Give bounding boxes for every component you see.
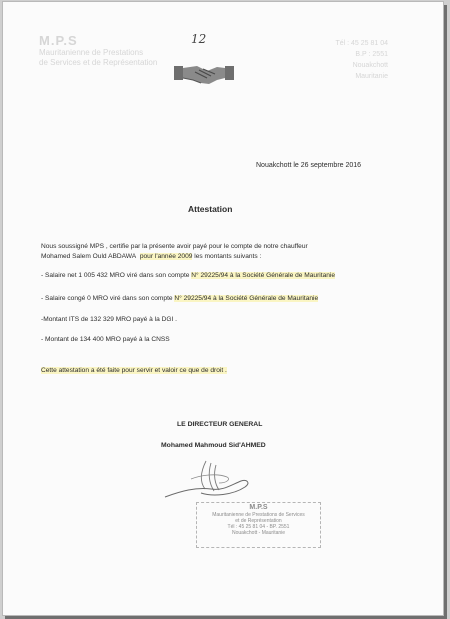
letterhead-right-line: Nouakchott: [352, 62, 388, 69]
intro-paragraph: [41, 242, 308, 262]
list-item: [41, 294, 318, 304]
letterhead-right-line: B.P : 2551: [355, 51, 388, 58]
intro-line-2: [41, 252, 308, 262]
intro-year: pour l'année 2009: [139, 253, 193, 260]
stamp-line: et de Représentation: [235, 518, 282, 524]
stamp-title: M.P.S: [249, 504, 268, 511]
letterhead-org-line2: de Services et de Représentation: [39, 58, 158, 67]
stamp-line: Nouakchott - Mauritanie: [231, 530, 286, 536]
list-item-bank: N° 29225/94 à la Société Générale de Mauritanie: [174, 295, 319, 302]
date-line: Nouakchott le 26 septembre 2016: [256, 162, 362, 169]
signatory-name: Mohamed Mahmoud Sid'AHMED: [161, 442, 266, 449]
intro-line-1: Nous soussigné MPS , certifie par la présente avoir payé pour le compte de notre chauffeur: [41, 243, 308, 250]
intro-line-2-tail: les montants suivants :: [192, 253, 262, 260]
list-item-text: - Salaire net 1 005 432 MRO viré dans son compte: [41, 272, 192, 279]
handwritten-signature-icon: [161, 457, 256, 507]
letterhead-right: [335, 38, 388, 82]
stamp-line: Tél : 45 25 81 04 - BP. 2551: [227, 524, 290, 530]
signatory-title: LE DIRECTEUR GENERAL: [177, 421, 263, 428]
list-item: [41, 271, 335, 281]
letterhead-right-line: Tél : 45 25 81 04: [335, 40, 388, 47]
employee-name: Mohamed Salem Ould ABDAWA: [41, 253, 137, 260]
company-stamp: [196, 502, 321, 548]
handwritten-page-number: 12: [191, 32, 207, 46]
stamp-line: Mauritanienne de Prestations de Services: [212, 512, 305, 518]
closing-text: Cette attestation a été faite pour servir et valoir ce que de droit .: [41, 367, 227, 374]
list-item-text: - Montant de 134 400 MRO payé à la CNSS: [41, 336, 170, 343]
list-item: [41, 315, 177, 325]
list-item-text: -Montant ITS de 132 329 MRO payé à la DGI .: [41, 316, 177, 323]
closing-statement: [41, 366, 227, 376]
letterhead-org-line1: Mauritanienne de Prestations: [39, 48, 144, 57]
list-item-bank: N° 29225/94 à la Société Générale de Mauritanie: [191, 272, 336, 279]
letterhead-right-line: Mauritanie: [355, 73, 388, 80]
scanned-document-page: [2, 1, 444, 616]
list-item-text: - Salaire congé 0 MRO viré dans son compte: [41, 295, 175, 302]
letterhead-left: [39, 34, 157, 68]
document-title: Attestation: [188, 204, 233, 214]
handshake-logo-icon: [173, 58, 235, 90]
list-item: [41, 335, 170, 345]
letterhead-org-short: M.P.S: [39, 33, 78, 48]
